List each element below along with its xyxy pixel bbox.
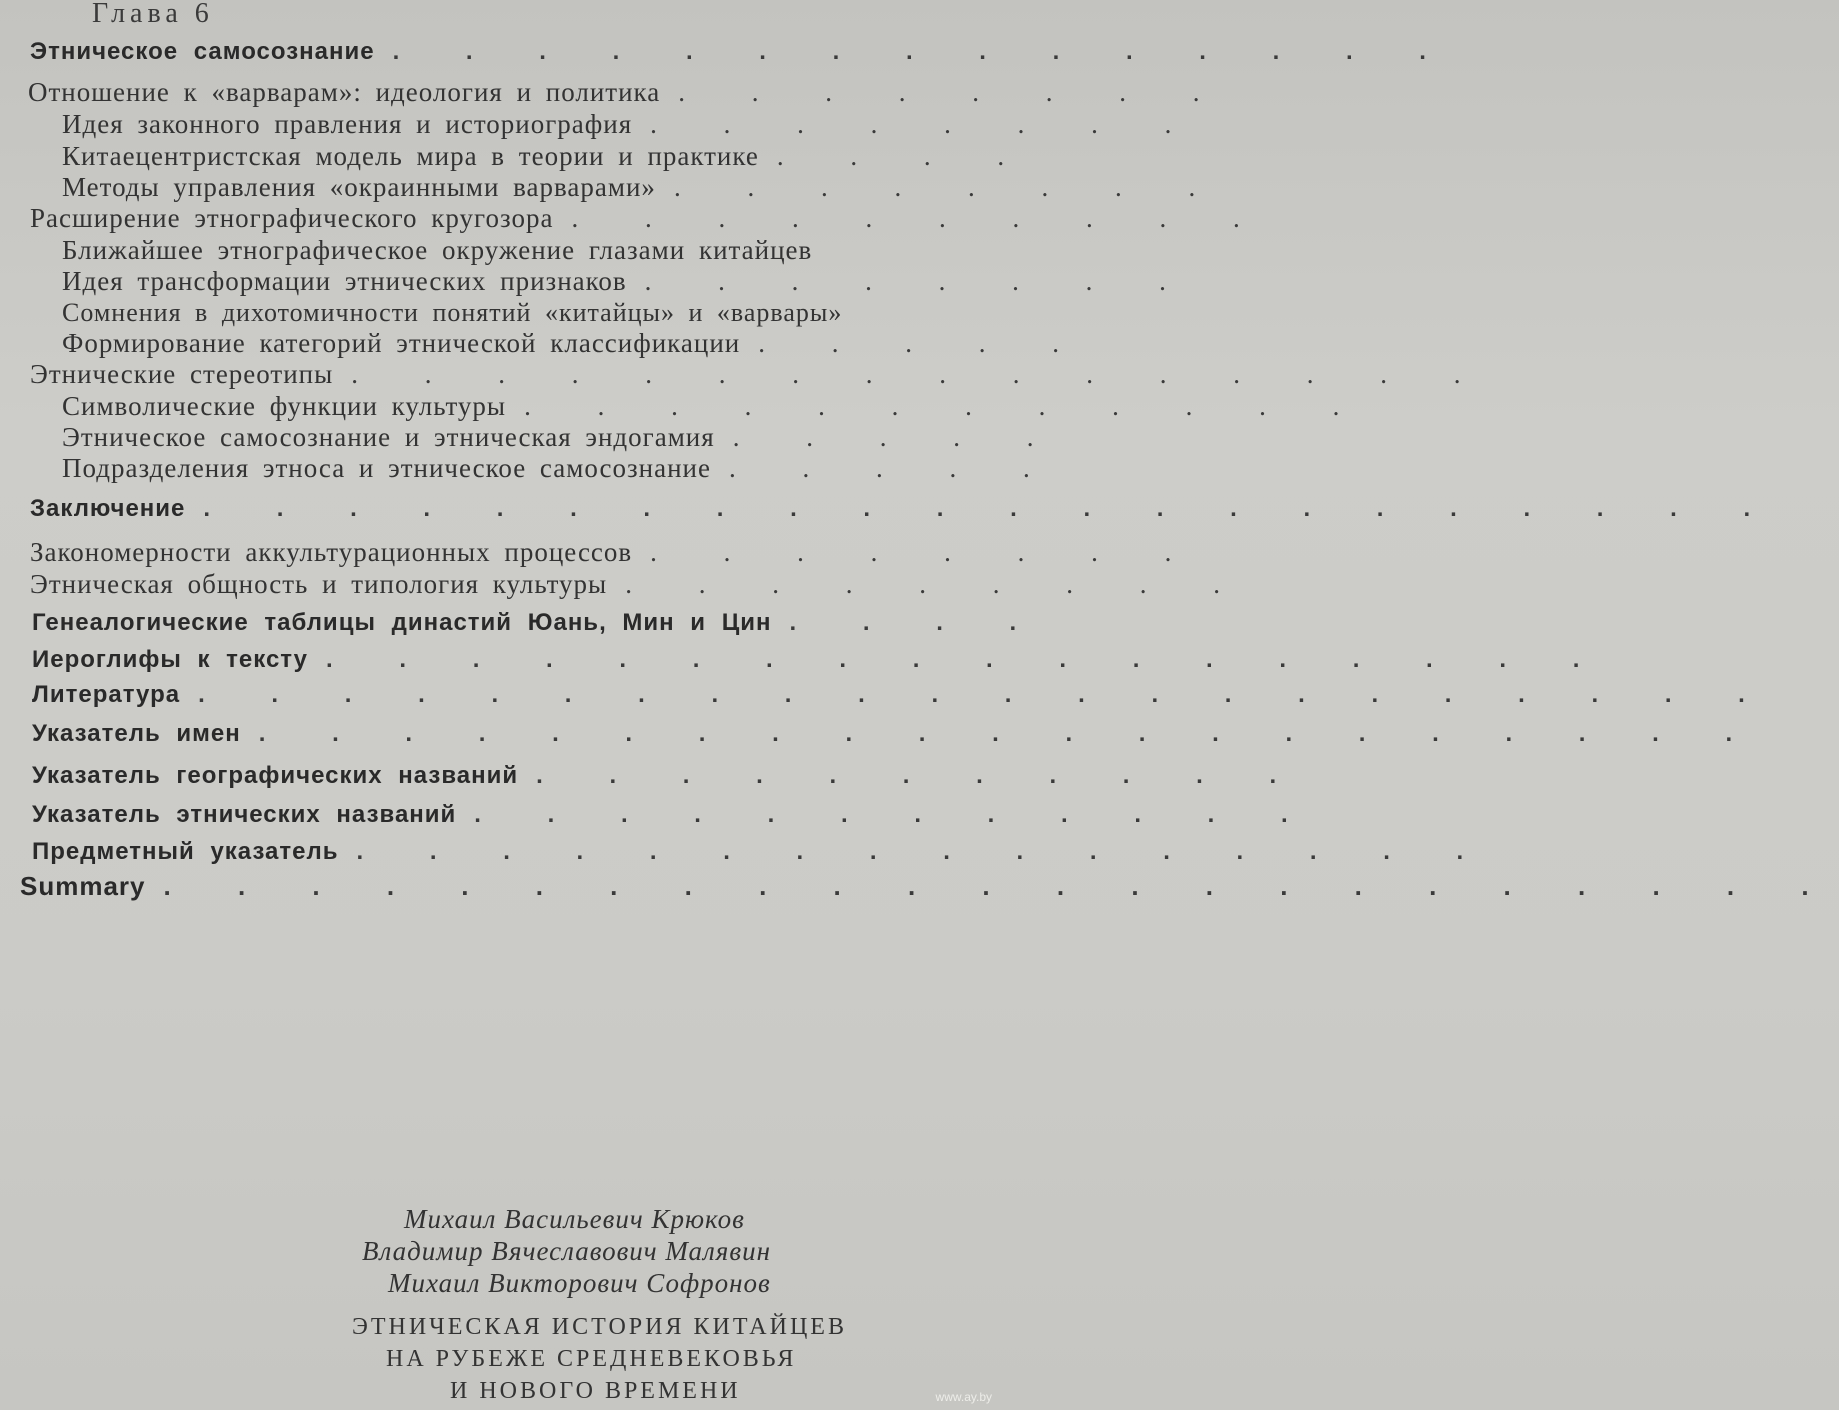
leader-dots: . . . . . . . . — [650, 537, 1202, 567]
toc-entry: Подразделения этноса и этническое самосознание . . . . . — [62, 453, 1060, 483]
toc-entry: Литература . . . . . . . . . . . . . . . . . . . . . . — [32, 679, 1775, 711]
toc-entry: Расширение этнографического кругозора . . . . . . . . . . — [30, 203, 1270, 233]
toc-entry: Указатель имен . . . . . . . . . . . . . . . . . . . . . — [32, 718, 1762, 750]
leader-dots: . . . . . . . . — [644, 266, 1196, 296]
leader-dots: . . . . . . . . — [678, 77, 1230, 107]
book-title-line: И НОВОГО ВРЕМЕНИ — [450, 1378, 741, 1404]
toc-entry: Генеалогические таблицы династий Юань, Мин и Цин . . . . — [32, 607, 1046, 639]
leader-dots: . . . . . . . . . . . . . . . . . . . . . . . — [163, 871, 1839, 901]
author-name: Михаил Викторович Софронов — [388, 1268, 771, 1298]
toc-entry: Ближайшее этнографическое окружение глазами китайцев — [62, 235, 813, 265]
toc-entry: Символические функции культуры . . . . . . . . . . . . — [62, 391, 1370, 421]
toc-entry: Методы управления «окраинными варварами» . . . . . . . . — [62, 172, 1226, 202]
leader-dots: . . . . . . . . . . . . — [474, 801, 1318, 828]
toc-entry: Формирование категорий этнической классификации . . . . . — [62, 328, 1089, 358]
book-title-line: ЭТНИЧЕСКАЯ ИСТОРИЯ КИТАЙЦЕВ — [352, 1314, 847, 1340]
leader-dots: . . . . . . . . — [673, 172, 1226, 202]
leader-dots: . . . . . . . . . . . . . . . — [392, 38, 1456, 65]
leader-dots: . . . . . — [758, 328, 1089, 358]
author-name: Владимир Вячеславович Малявин — [362, 1236, 771, 1266]
toc-entry: Указатель географических названий . . . . . . . . . . . — [32, 760, 1306, 792]
toc-entry: Китаецентристская модель мира в теории и практике . . . . — [62, 141, 1035, 171]
leader-dots: . . . . . . . . — [650, 109, 1202, 139]
chapter-label: Глава 6 — [92, 0, 214, 29]
toc-entry: Этническая общность и типология культуры . . . . . . . . . — [30, 569, 1250, 599]
leader-dots: . . . . . . . . . . . . — [524, 391, 1370, 421]
toc-entry: Указатель этнических названий . . . . . . . . . . . . — [32, 799, 1318, 831]
toc-entry: Summary . . . . . . . . . . . . . . . . . . . . . . . — [20, 871, 1839, 901]
leader-dots: . . . . . — [728, 453, 1060, 483]
leader-dots: . . . . — [789, 609, 1047, 636]
leader-dots: . . . . . — [732, 422, 1064, 452]
toc-entry: Отношение к «варварам»: идеология и политика . . . . . . . . — [28, 77, 1230, 107]
leader-dots: . . . . . . . . . — [625, 569, 1250, 599]
leader-dots: . . . . . . . . . . — [571, 203, 1270, 233]
leader-dots: . . . . . . . . . . . . . . . . — [356, 838, 1494, 865]
toc-entry: Сомнения в дихотомичности понятий «китайцы» и «варвары» — [62, 298, 843, 327]
book-title-line: НА РУБЕЖЕ СРЕДНЕВЕКОВЬЯ — [386, 1346, 797, 1372]
leader-dots: . . . . . . . . . . . . . . . . . . — [326, 646, 1610, 673]
leader-dots: . . . . — [776, 141, 1035, 171]
toc-entry: Этническое самосознание . . . . . . . . . . . . . . . — [30, 36, 1456, 68]
leader-dots: . . . . . . . . . . . — [536, 762, 1307, 789]
leader-dots: . . . . . . . . . . . . . . . . — [351, 359, 1491, 389]
toc-entry: Этнические стереотипы . . . . . . . . . . . . . . . . — [30, 359, 1491, 389]
toc-entry: Закономерности аккультурационных процессов . . . . . . . . — [30, 537, 1202, 567]
toc-entry: Идея законного правления и историография . . . . . . . . — [62, 109, 1202, 139]
watermark: www.ay.by — [935, 1390, 992, 1404]
leader-dots: . . . . . . . . . . . . . . . . . . . . . . — [203, 495, 1781, 522]
leader-dots: . . . . . . . . . . . . . . . . . . . . . — [258, 720, 1763, 747]
toc-entry: Этническое самосознание и этническая эндогамия . . . . . — [62, 422, 1064, 452]
toc-entry: Заключение . . . . . . . . . . . . . . . . . . . . . . — [30, 493, 1780, 525]
toc-entry: Идея трансформации этнических признаков . . . . . . . . — [62, 266, 1196, 296]
leader-dots: . . . . . . . . . . . . . . . . . . . . . . — [198, 681, 1775, 708]
author-name: Михаил Васильевич Крюков — [404, 1204, 745, 1234]
toc-entry: Иероглифы к тексту . . . . . . . . . . . . . . . . . . — [32, 644, 1609, 676]
toc-entry: Предметный указатель . . . . . . . . . . . . . . . . — [32, 836, 1493, 868]
